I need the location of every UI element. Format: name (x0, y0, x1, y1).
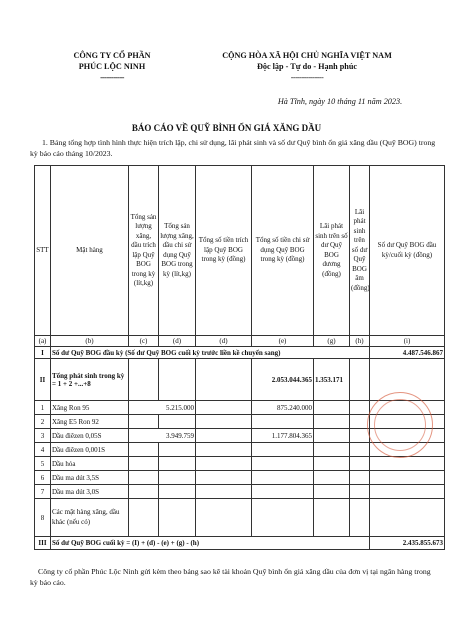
code-cell: (e) (252, 336, 314, 347)
col-header-vol-extract: Tổng sản lượng xăng, dầu trích lập Quỹ BOG trong kỳ (lít,kg) (129, 166, 159, 336)
code-row (35, 336, 445, 347)
row-item-name: Dầu ma dút 3,5S (51, 471, 129, 485)
col-header-balance: Số dư Quỹ BOG đầu kỳ/cuối kỳ (đồng) (370, 166, 445, 336)
code-cell: (i) (370, 336, 445, 347)
empty-cell (370, 457, 445, 471)
col-header-stt: STT (35, 166, 51, 336)
col-header-interest-neg: Lãi phát sinh trên số dư Quỹ BOG âm (đồng) (350, 166, 370, 336)
empty-cell (159, 415, 196, 429)
row-amt-use: 1.177.804.365 (252, 429, 314, 443)
empty-cell (196, 471, 252, 485)
nation-title: CỘNG HÒA XÃ HỘI CHỦ NGHĨA VIỆT NAM (222, 51, 392, 60)
row-item-name: Dầu ma dút 3,0S (51, 485, 129, 499)
fund-report-table (34, 165, 445, 550)
empty-cell (129, 485, 159, 499)
empty-cell (350, 471, 370, 485)
empty-cell (252, 415, 314, 429)
table-row (35, 471, 445, 485)
empty-cell (159, 485, 196, 499)
empty-cell (196, 415, 252, 429)
company-divider: ----------- (100, 73, 124, 82)
empty-cell (350, 443, 370, 457)
row-item-name: Dầu điêzen 0,05S (51, 429, 129, 443)
row-vol-extract: 5.215.000 (129, 401, 196, 415)
empty-cell (252, 499, 314, 537)
code-cell: (d) (196, 336, 252, 347)
row-label: Số dư Quỹ BOG cuối kỳ = (I) + (d) - (e) + (g) - (h) (51, 537, 370, 550)
code-cell: (a) (35, 336, 51, 347)
row-balance: 2.435.855.673 (370, 537, 445, 550)
empty-cell (196, 359, 252, 401)
nation-motto: Độc lập - Tự do - Hạnh phúc (256, 62, 358, 71)
empty-cell (196, 499, 252, 537)
col-header-amt-extract: Tổng số tiền trích lập Quỹ BOG trong kỳ (đồng) (196, 166, 252, 336)
col-header-item: Mặt hàng (51, 166, 129, 336)
motto-divider: --------------- (290, 73, 324, 82)
row-item-name: Xăng Ron 95 (51, 401, 129, 415)
row-item-name: Xăng E5 Ron 92 (51, 415, 129, 429)
empty-cell (370, 485, 445, 499)
row-amt-use: 2.053.044.365 (252, 359, 314, 401)
row-item-name: Dầu điêzen 0,001S (51, 443, 129, 457)
header-row (35, 166, 445, 336)
empty-cell (350, 457, 370, 471)
empty-cell (196, 429, 252, 443)
row-stt: I (35, 347, 51, 359)
empty-cell (196, 457, 252, 471)
row-vol-extract: 3.949.759 (129, 429, 196, 443)
empty-cell (159, 471, 196, 485)
empty-cell (196, 443, 252, 457)
report-date: Hà Tĩnh, ngày 10 tháng 11 năm 2023. (277, 97, 403, 106)
row-stt: 7 (35, 485, 51, 499)
empty-cell (129, 457, 159, 471)
table-row-total-generated (35, 359, 445, 401)
empty-cell (129, 359, 159, 401)
code-cell: (b) (51, 336, 129, 347)
empty-cell (370, 499, 445, 537)
row-stt: III (35, 537, 51, 550)
company-block (42, 50, 182, 83)
empty-cell (370, 471, 445, 485)
nation-block (182, 50, 432, 83)
col-header-vol-use: Tổng sản lượng xăng, dầu chi sử dụng Quỹ BOG trong kỳ (lít,kg) (159, 166, 196, 336)
row-stt: 3 (35, 429, 51, 443)
row-item-name: Các mặt hàng xăng, dầu khác (nếu có) (51, 499, 129, 537)
row-stt: 1 (35, 401, 51, 415)
empty-cell (129, 443, 159, 457)
empty-cell (350, 401, 370, 415)
row-stt: 6 (35, 471, 51, 485)
row-stt: 8 (35, 499, 51, 537)
empty-cell (350, 359, 370, 401)
col-header-interest-pos: Lãi phát sinh trên số dư Quỹ BOG dương (đồng) (314, 166, 350, 336)
empty-cell (314, 499, 350, 537)
empty-cell (252, 471, 314, 485)
empty-cell (314, 471, 350, 485)
empty-cell (159, 443, 196, 457)
empty-cell (314, 401, 350, 415)
row-stt: II (35, 359, 51, 401)
row-item-name: Dầu hỏa (51, 457, 129, 471)
table-row-opening-balance (35, 347, 445, 359)
code-cell: (h) (350, 336, 370, 347)
empty-cell (350, 499, 370, 537)
empty-cell (129, 499, 159, 537)
row-label: Số dư Quỹ BOG đầu kỳ (Số dư Quỹ BOG cuối kỳ trước liền kề chuyển sang) (51, 347, 370, 359)
row-stt: 2 (35, 415, 51, 429)
empty-cell (252, 443, 314, 457)
row-label: Tổng phát sinh trong kỳ = 1 + 2 +...+8 (51, 359, 129, 401)
empty-cell (314, 485, 350, 499)
col-header-amt-use: Tổng số tiền chi sử dụng Quỹ BOG trong kỳ (đồng) (252, 166, 314, 336)
empty-cell (350, 485, 370, 499)
report-title: BÁO CÁO VỀ QUỸ BÌNH ỔN GIÁ XĂNG DẦU (131, 123, 322, 133)
company-name-line1: CÔNG TY CỔ PHẦN (73, 51, 151, 60)
table-row-closing-balance (35, 537, 445, 550)
table-row (35, 499, 445, 537)
code-cell: (d) (159, 336, 196, 347)
empty-cell (196, 401, 252, 415)
intro-paragraph: 1. Bảng tổng hợp tình hình thực hiện trích lập, chi sử dụng, lãi phát sinh và số dư Quỹ bình ổn giá xăng dầu (Quỹ BOG) trong kỳ báo cáo tháng 10/2023. (30, 138, 436, 158)
row-stt: 4 (35, 443, 51, 457)
empty-cell (196, 485, 252, 499)
empty-cell (252, 485, 314, 499)
empty-cell (314, 457, 350, 471)
row-stt: 5 (35, 457, 51, 471)
row-interest-pos: 1.353.171 (314, 359, 350, 401)
code-cell: (c) (129, 336, 159, 347)
company-seal-inner-ring (374, 399, 426, 451)
table-row (35, 457, 445, 471)
empty-cell (159, 359, 196, 401)
footer-note: Công ty cổ phần Phúc Lộc Ninh gửi kèm theo bảng sao kê tài khoản Quỹ bình ổn giá xăng dầu của đơn vị tại ngân hàng trong kỳ báo cáo. (30, 567, 431, 587)
empty-cell (129, 415, 159, 429)
row-amt-use: 875.240.000 (252, 401, 314, 415)
empty-cell (314, 443, 350, 457)
empty-cell (159, 499, 196, 537)
table-row (35, 485, 445, 499)
row-balance: 4.487.546.867 (370, 347, 445, 359)
empty-cell (129, 471, 159, 485)
company-name-line2: PHÚC LỘC NINH (78, 62, 146, 71)
code-cell: (g) (314, 336, 350, 347)
empty-cell (252, 457, 314, 471)
empty-cell (314, 429, 350, 443)
empty-cell (314, 415, 350, 429)
empty-cell (159, 457, 196, 471)
